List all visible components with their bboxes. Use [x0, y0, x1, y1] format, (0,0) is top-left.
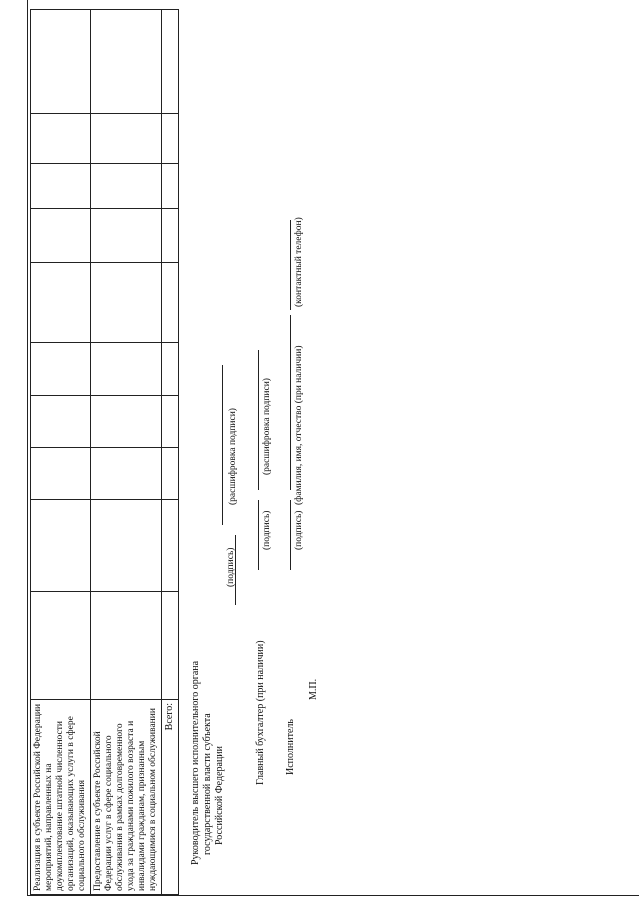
table-row	[91, 10, 162, 895]
accountant-signature-caption: (подпись)	[262, 510, 272, 550]
table-row	[31, 10, 91, 895]
executor-signature-caption: (подпись)	[294, 510, 304, 550]
row-label: Реализация в субъекте Российской Федерации мероприятий, направленных на доукомплектование штатной численности организаций, оказывающих услуги в сфере социального обслуживания	[31, 700, 91, 895]
executor-title: Исполнитель	[285, 719, 296, 775]
accountant-signature-line	[258, 500, 259, 570]
report-table	[30, 9, 179, 895]
executor-signature-line	[290, 500, 291, 570]
accountant-decode-caption: (расшифровка подписи)	[262, 378, 272, 475]
head-signature-caption: (подпись)	[226, 547, 236, 587]
row-label: Предоставление в субъекте Российской Федерации услуг в сфере социального обслуживания в рамках долговременного ухода за гражданами пожилого возраста и инвалидами гражданам, признанным нуждающимися в социальном обслуживании	[91, 700, 162, 895]
executor-phone-caption: (контактный телефон)	[294, 217, 304, 307]
accountant-decode-line	[258, 350, 259, 490]
stamp-placeholder: М.П.	[308, 678, 319, 700]
executor-phone-line	[290, 220, 291, 310]
accountant-title: Главный бухгалтер (при наличии)	[255, 640, 266, 785]
head-decode-line	[222, 365, 223, 525]
head-decode-caption: (расшифровка подписи)	[228, 408, 238, 505]
executor-fio-caption: (фамилия, имя, отчество (при наличии)	[294, 345, 304, 505]
total-label: Всего:	[162, 700, 179, 895]
head-title: Руководитель высшего исполнительного органа государственной власти субъекта Российской Федерации	[190, 660, 225, 865]
table-row-total	[162, 10, 179, 895]
executor-fio-line	[290, 315, 291, 490]
